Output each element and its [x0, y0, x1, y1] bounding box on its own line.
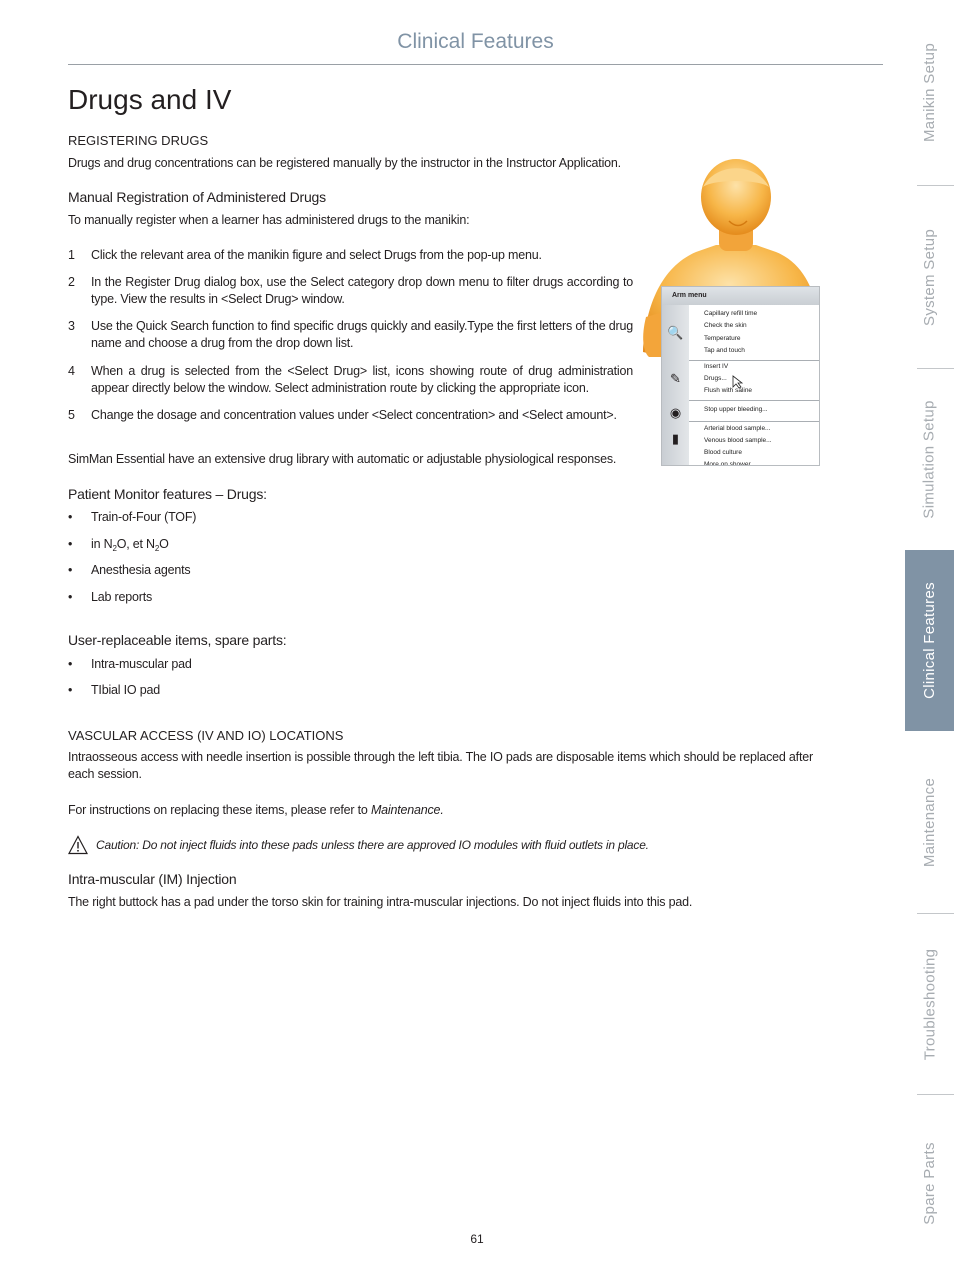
tab-simulation-setup[interactable]: Simulation Setup: [921, 400, 939, 519]
syringe-icon: ✎: [670, 371, 681, 386]
manikin-arm-menu-figure: [641, 157, 819, 465]
step-number: 1: [68, 248, 75, 262]
step-number: 5: [68, 408, 75, 422]
menu-separator: [689, 360, 819, 361]
cursor-arrow-icon: [732, 375, 744, 389]
manual-heading: Manual Registration of Administered Drugs: [68, 189, 326, 205]
bullet-dot: •: [68, 683, 73, 697]
tab-system-setup[interactable]: System Setup: [921, 228, 939, 326]
list-item: • Lab reports: [68, 590, 153, 604]
step-2: [68, 274, 633, 308]
menu-separator: [689, 400, 819, 401]
step-number: 4: [68, 364, 75, 378]
list-item: • Intra-muscular pad: [68, 657, 192, 671]
step-number: 3: [68, 319, 75, 333]
menu-item-more[interactable]: More on shower: [704, 461, 751, 466]
section-header: Clinical Features: [397, 30, 554, 53]
page-number: 61: [470, 1232, 484, 1246]
menu-separator: [689, 421, 819, 422]
step-text: Use the Quick Search function to find specific drugs quickly and easily.Type the first letters of the drug name and choose a drug from the drop down list.: [91, 319, 633, 350]
step-text: When a drug is selected from the <Select Drug> list, icons showing route of drug administration appear directly below the window. Select administration route by clicking the appropriate icon.: [91, 364, 633, 395]
warning-icon: [68, 835, 88, 855]
step-1: [68, 247, 633, 264]
bullet-dot: •: [68, 590, 73, 604]
menu-item-arterial-sample[interactable]: Arterial blood sample...: [704, 425, 771, 432]
step-4: [68, 363, 633, 397]
step-text: In the Register Drug dialog box, use the Select category drop down menu to filter drugs according to type. View the results in <Select Drug> window.: [91, 275, 633, 306]
instructions-text: For instructions on replacing these items, please refer to Maintenance.: [68, 803, 444, 817]
menu-item-drugs[interactable]: Drugs...: [704, 375, 727, 382]
blood-tube-icon: ▮: [671, 431, 680, 446]
registering-heading: REGISTERING DRUGS: [68, 133, 209, 148]
list-item: • Anesthesia agents: [68, 563, 191, 577]
menu-item-stop-bleeding[interactable]: Stop upper bleeding...: [704, 406, 768, 413]
arm-menu-title: Arm menu: [662, 287, 819, 305]
im-injection-text: The right buttock has a pad under the torso skin for training intra-muscular injections. Do not inject fluids into this pad.: [68, 895, 693, 909]
spare-parts-heading: User-replaceable items, spare parts:: [68, 632, 287, 648]
patient-monitor-heading: Patient Monitor features – Drugs:: [68, 486, 267, 502]
bullet-dot: •: [68, 510, 73, 524]
list-item: • Train-of-Four (TOF): [68, 510, 197, 524]
magnifier-icon: 🔍: [667, 325, 684, 340]
list-item: • TIbial IO pad: [68, 683, 160, 697]
menu-item-temperature[interactable]: Temperature: [704, 335, 741, 342]
arm-menu: [661, 286, 820, 466]
maintenance-reference: Maintenance.: [370, 803, 444, 817]
registering-intro: Drugs and drug concentrations can be registered manually by the instructor in the Instructor Application.: [68, 156, 621, 170]
list-item: • in $N_2O$, et $N_2O$: [68, 537, 169, 553]
bullet-dot: •: [68, 537, 73, 551]
chapter-sidebar: [905, 0, 954, 1272]
tab-clinical-features[interactable]: Clinical Features: [905, 550, 954, 731]
bullet-dot: •: [68, 657, 73, 671]
step-3: [68, 318, 633, 352]
manual-intro: To manually register when a learner has administered drugs to the manikin:: [68, 213, 470, 227]
step-text: Click the relevant area of the manikin figure and select Drugs from the pop-up menu.: [91, 248, 542, 262]
arm-menu-icon-column: [662, 305, 689, 465]
menu-item-check-skin[interactable]: Check the skin: [704, 322, 747, 329]
page-title: Drugs and IV: [68, 84, 232, 115]
tab-spare-parts[interactable]: Spare Parts: [921, 1142, 939, 1225]
vascular-text: Intraosseous access with needle insertion is possible through the left tibia. The IO pads are disposable items which should be replaced after each session.: [68, 750, 813, 781]
menu-item-insert-iv[interactable]: Insert IV: [704, 363, 729, 370]
vascular-heading: VASCULAR ACCESS (IV AND IO) LOCATIONS: [68, 728, 344, 743]
caution-text: Caution: Do not inject fluids into these pads unless there are approved IO modules with fluid outlets in place.: [96, 838, 649, 852]
tab-troubleshooting[interactable]: Troubleshooting: [921, 948, 939, 1060]
im-injection-heading: Intra-muscular (IM) Injection: [68, 871, 237, 887]
menu-item-tap-touch[interactable]: Tap and touch: [704, 347, 745, 354]
step-5: [68, 407, 633, 424]
tab-maintenance[interactable]: Maintenance: [921, 777, 939, 867]
library-note: SimMan Essential have an extensive drug library with automatic or adjustable physiological responses.: [68, 452, 617, 466]
menu-item-blood-culture[interactable]: Blood culture: [704, 449, 742, 456]
step-text: Change the dosage and concentration values under <Select concentration> and <Select amount>.: [91, 408, 617, 422]
bandage-icon: ◉: [669, 405, 682, 420]
header-rule: [68, 64, 883, 65]
menu-item-venous-sample[interactable]: Venous blood sample...: [704, 437, 772, 444]
tab-manikin-setup[interactable]: Manikin Setup: [921, 43, 938, 142]
step-number: 2: [68, 275, 75, 289]
menu-item-flush-saline[interactable]: Flush with saline: [704, 387, 753, 394]
bullet-dot: •: [68, 563, 73, 577]
menu-item-capillary-refill[interactable]: Capillary refill time: [704, 310, 758, 317]
